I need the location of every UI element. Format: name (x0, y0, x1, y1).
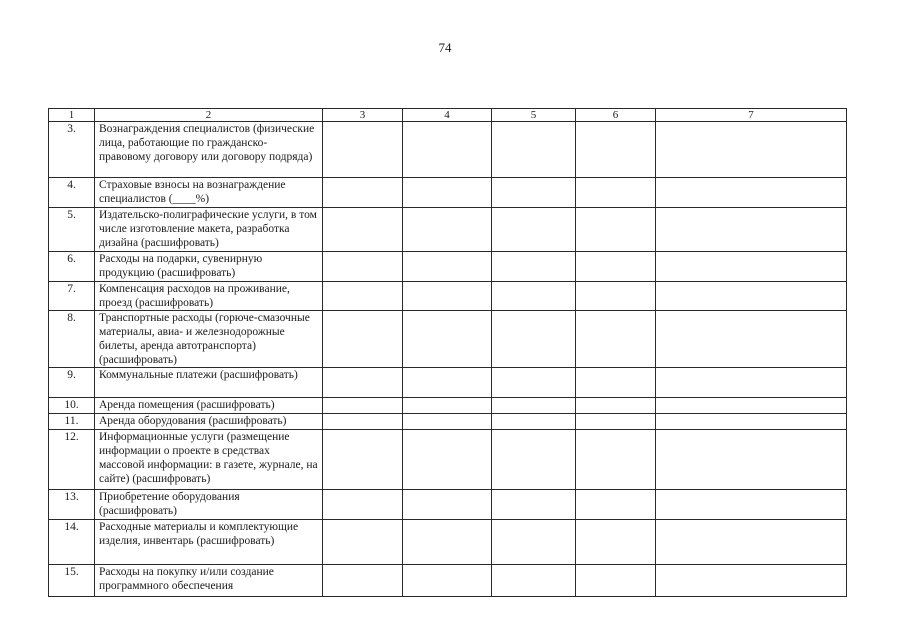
row-number: 12. (49, 430, 95, 490)
expense-item: Приобретение оборудования (расшифровать) (95, 490, 323, 520)
empty-cell-col-7 (656, 520, 847, 565)
empty-cell-col-4 (403, 520, 492, 565)
empty-cell-col-5 (492, 490, 576, 520)
row-number: 5. (49, 208, 95, 252)
empty-cell-col-7 (656, 178, 847, 208)
row-number: 4. (49, 178, 95, 208)
header-row (49, 109, 847, 122)
table-row (49, 178, 847, 208)
empty-cell-col-4 (403, 252, 492, 282)
row-number: 6. (49, 252, 95, 282)
empty-cell-col-3 (323, 398, 403, 414)
empty-cell-col-7 (656, 490, 847, 520)
empty-cell-col-4 (403, 368, 492, 398)
empty-cell-col-5 (492, 252, 576, 282)
empty-cell-col-4 (403, 414, 492, 430)
table-row (49, 430, 847, 490)
empty-cell-col-3 (323, 430, 403, 490)
empty-cell-col-6 (576, 122, 656, 178)
column-header: 4 (403, 109, 492, 122)
table-row (49, 122, 847, 178)
empty-cell-col-6 (576, 520, 656, 565)
empty-cell-col-4 (403, 490, 492, 520)
expense-item: Издательско-полиграфические услуги, в том числе изготовление макета, разработка дизайна (расшифровать) (95, 208, 323, 252)
expense-item: Аренда помещения (расшифровать) (95, 398, 323, 414)
empty-cell-col-5 (492, 520, 576, 565)
expense-item: Компенсация расходов на проживание, проезд (расшифровать) (95, 282, 323, 311)
empty-cell-col-5 (492, 565, 576, 597)
empty-cell-col-5 (492, 178, 576, 208)
empty-cell-col-7 (656, 282, 847, 311)
expense-item: Вознаграждения специалистов (физические лица, работающие по гражданско-правовому договору или договору подряда) (95, 122, 323, 178)
empty-cell-col-7 (656, 414, 847, 430)
row-number: 3. (49, 122, 95, 178)
empty-cell-col-7 (656, 208, 847, 252)
empty-cell-col-5 (492, 430, 576, 490)
table-row (49, 490, 847, 520)
column-header: 5 (492, 109, 576, 122)
empty-cell-col-3 (323, 311, 403, 368)
table-body (49, 122, 847, 597)
empty-cell-col-5 (492, 414, 576, 430)
empty-cell-col-6 (576, 398, 656, 414)
empty-cell-col-5 (492, 208, 576, 252)
empty-cell-col-6 (576, 565, 656, 597)
empty-cell-col-4 (403, 311, 492, 368)
table-row (49, 565, 847, 597)
empty-cell-col-4 (403, 178, 492, 208)
empty-cell-col-5 (492, 368, 576, 398)
empty-cell-col-6 (576, 311, 656, 368)
row-number: 10. (49, 398, 95, 414)
expense-item: Страховые взносы на вознаграждение специалистов (____%) (95, 178, 323, 208)
empty-cell-col-5 (492, 122, 576, 178)
expense-item: Расходные материалы и комплектующие изделия, инвентарь (расшифровать) (95, 520, 323, 565)
expense-item: Информационные услуги (размещение информации о проекте в средствах массовой информации: в газете, журнале, на сайте) (расшифровать) (95, 430, 323, 490)
row-number: 15. (49, 565, 95, 597)
column-header: 2 (95, 109, 323, 122)
expense-item: Коммунальные платежи (расшифровать) (95, 368, 323, 398)
empty-cell-col-4 (403, 282, 492, 311)
empty-cell-col-3 (323, 565, 403, 597)
expense-item: Расходы на покупку и/или создание программного обеспечения (95, 565, 323, 597)
row-number: 9. (49, 368, 95, 398)
expense-item: Транспортные расходы (горюче-смазочные материалы, авиа- и железнодорожные билеты, аренда автотранспорта) (расшифровать) (95, 311, 323, 368)
table-row (49, 252, 847, 282)
empty-cell-col-3 (323, 208, 403, 252)
empty-cell-col-5 (492, 282, 576, 311)
empty-cell-col-3 (323, 122, 403, 178)
empty-cell-col-3 (323, 178, 403, 208)
table-row (49, 398, 847, 414)
empty-cell-col-4 (403, 208, 492, 252)
empty-cell-col-4 (403, 430, 492, 490)
page-number: 74 (438, 40, 452, 55)
column-header: 3 (323, 109, 403, 122)
empty-cell-col-3 (323, 252, 403, 282)
column-header: 6 (576, 109, 656, 122)
empty-cell-col-7 (656, 311, 847, 368)
empty-cell-col-6 (576, 490, 656, 520)
expense-item: Аренда оборудования (расшифровать) (95, 414, 323, 430)
empty-cell-col-6 (576, 414, 656, 430)
empty-cell-col-7 (656, 430, 847, 490)
empty-cell-col-5 (492, 398, 576, 414)
empty-cell-col-6 (576, 178, 656, 208)
empty-cell-col-4 (403, 398, 492, 414)
empty-cell-col-6 (576, 430, 656, 490)
empty-cell-col-7 (656, 122, 847, 178)
table-row (49, 520, 847, 565)
empty-cell-col-7 (656, 252, 847, 282)
empty-cell-col-4 (403, 565, 492, 597)
row-number: 14. (49, 520, 95, 565)
empty-cell-col-3 (323, 368, 403, 398)
row-number: 13. (49, 490, 95, 520)
empty-cell-col-6 (576, 368, 656, 398)
empty-cell-col-3 (323, 282, 403, 311)
empty-cell-col-5 (492, 311, 576, 368)
table-row (49, 368, 847, 398)
row-number: 8. (49, 311, 95, 368)
column-header: 7 (656, 109, 847, 122)
row-number: 7. (49, 282, 95, 311)
empty-cell-col-3 (323, 520, 403, 565)
expense-item: Расходы на подарки, сувенирную продукцию (расшифровать) (95, 252, 323, 282)
empty-cell-col-7 (656, 565, 847, 597)
table-row (49, 282, 847, 311)
table-row (49, 208, 847, 252)
table-row (49, 311, 847, 368)
empty-cell-col-4 (403, 122, 492, 178)
empty-cell-col-7 (656, 368, 847, 398)
table-row (49, 414, 847, 430)
empty-cell-col-3 (323, 490, 403, 520)
empty-cell-col-3 (323, 414, 403, 430)
empty-cell-col-6 (576, 282, 656, 311)
column-header: 1 (49, 109, 95, 122)
empty-cell-col-7 (656, 398, 847, 414)
budget-table (48, 108, 847, 597)
empty-cell-col-6 (576, 252, 656, 282)
row-number: 11. (49, 414, 95, 430)
empty-cell-col-6 (576, 208, 656, 252)
